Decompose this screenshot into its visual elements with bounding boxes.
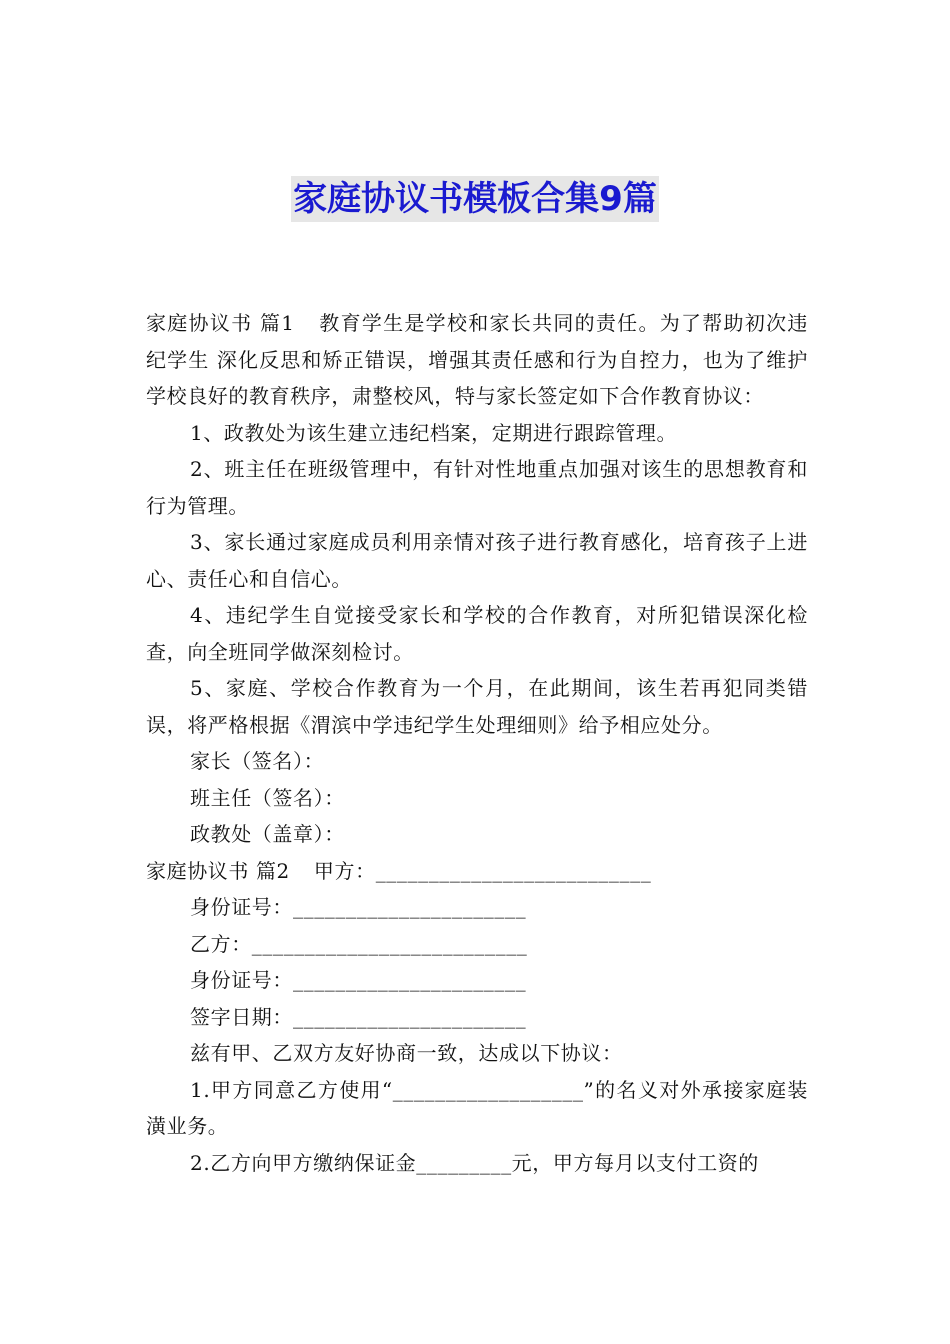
document-title-wrap [0,176,950,222]
section-2-heading: 家庭协议书 篇2 [146,858,290,883]
sign-date-line: 签字日期：______________________ [190,1004,527,1029]
agreement-preamble: 兹有甲、乙双方友好协商一致，达成以下协议： [190,1041,623,1065]
document-body [146,305,808,1181]
party-a-id-line: 身份证号：______________________ [190,895,527,919]
section-2-first-line [146,853,808,890]
party-b-id-line: 身份证号：______________________ [190,968,527,992]
party-b-line: 乙方：__________________________ [190,931,528,956]
section-1-item-2: 2、班主任在班级管理中，有针对性地重点加强对该生的思想教育和行为管理。 [146,457,808,518]
signature-head-teacher: 班主任（签名）： [190,785,345,810]
section-1-item-5: 5、家庭、学校合作教育为一个月，在此期间，该生若再犯同类错误，将严格根据《渭滨中学违纪学生处理细则》给予相应处分。 [146,676,808,737]
section-1-heading: 家庭协议书 篇1 [146,311,295,335]
document-title: 家庭协议书模板合集9篇 [291,176,659,222]
section-1-item-3: 3、家长通过家庭成员利用亲情对孩子进行教育感化，培育孩子上进心、责任心和自信心。 [146,530,808,591]
section-2-clause-1: 1.甲方同意乙方使用“__________________”的名义对外承接家庭装潢业务。 [146,1077,808,1138]
section-1-item-1: 1、政教处为该生建立违纪档案，定期进行跟踪管理。 [190,420,678,445]
section-2-clause-2: 2.乙方向甲方缴纳保证金_________元，甲方每月以支付工资的 [190,1150,759,1175]
signature-office-seal: 政教处（盖章）： [190,822,345,846]
party-a-line: 甲方：__________________________ [313,858,652,883]
section-1-intro-paragraph [146,305,808,415]
signature-parent: 家长（签名）： [190,749,325,773]
section-1-intro-text: 教育学生是学校和家长共同的责任。为了帮助初次违纪学生 深化反思和矫正错误，增强其责任感和行为自控力，也为了维护学校良好的教育秩序，肃整校风，特与家长签定如下合作教育协议： [146,311,808,408]
section-1-item-4: 4、违纪学生自觉接受家长和学校的合作教育，对所犯错误深化检查，向全班同学做深刻检讨。 [146,603,808,664]
